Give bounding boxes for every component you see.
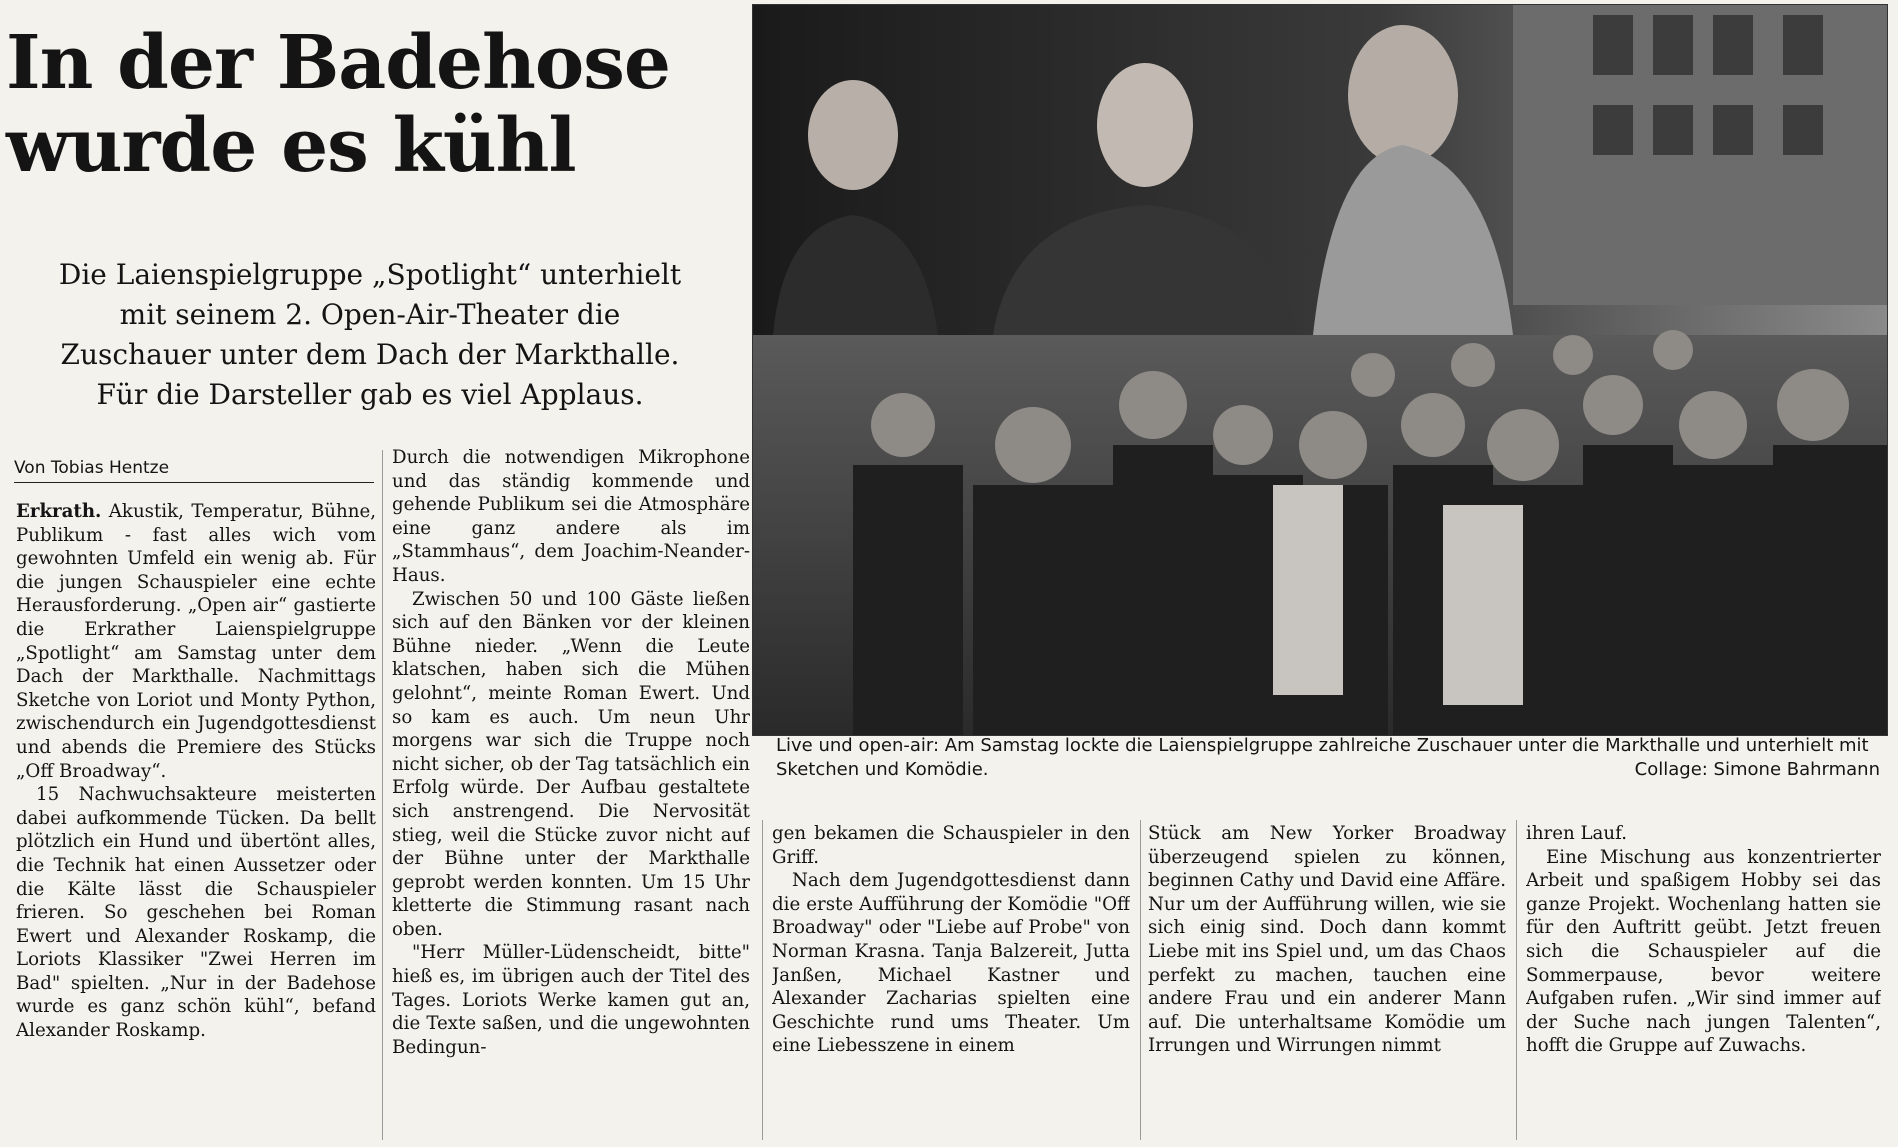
text-column-4 bbox=[1148, 822, 1506, 1146]
paragraph: Nach dem Jugendgottesdienst dann die erste Aufführung der Komödie "Off Broadway" oder "Liebe auf Probe" von Norman Krasna. Tanja Balzereit, Jutta Janßen, Michael Kastner und Alexander Zacharias spielten eine Geschichte rund ums Theater. Um eine Liebesszene in einem bbox=[772, 870, 1130, 1057]
photo-credit: Collage: Simone Bahrmann bbox=[1634, 759, 1880, 780]
text-column-3 bbox=[772, 822, 1130, 1146]
deck-line-1: Die Laienspielgruppe „Spotlight“ unterhielt bbox=[58, 258, 682, 291]
paragraph: Durch die notwendigen Mikrophone und das ständig kommende und gehende Publikum sei die Atmosphäre eine ganz andere als im „Stammhaus“, dem Joachim-Neander-Haus. bbox=[392, 447, 750, 586]
text-column-1 bbox=[16, 500, 376, 1145]
headline-line-1: In der Badehose bbox=[6, 20, 670, 106]
photo-collage bbox=[752, 4, 1888, 736]
text-column-2 bbox=[392, 446, 750, 1146]
paragraph: Stück am New Yorker Broadway überzeugend spielen zu können, beginnen Cathy und David eine Affäre. Nur um der Aufführung willen, wie sie sich einig sind. Doch dann kommt Liebe mit ins Spiel und, um das Chaos perfekt zu machen, tauchen eine andere Frau und ein anderer Mann auf. Die unterhaltsame Komödie um Irrungen und Wirrungen nimmt bbox=[1148, 823, 1506, 1057]
text-column-5 bbox=[1526, 822, 1881, 1146]
deck-line-3: Zuschauer unter dem Dach der Markthalle. bbox=[60, 338, 680, 371]
deck-line-4: Für die Darsteller gab es viel Applaus. bbox=[96, 378, 644, 411]
photo-collage-image bbox=[753, 5, 1887, 735]
paragraph: 15 Nachwuchsakteure meisterten dabei aufkommende Tücken. Da bellt plötzlich ein Hund und übertönt alles, die Technik hat einen Aussetzer oder die Kälte lässt die Schauspieler frieren. So geschehen bei Roman Ewert und Alexander Roskamp, die Loriots Klassiker "Zwei Herren im Bad" spielten. „Nur in der Badehose wurde es ganz schön kühl“, befand Alexander Roskamp. bbox=[16, 784, 376, 1042]
deck-subheading bbox=[20, 255, 720, 415]
byline: Von Tobias Hentze bbox=[14, 458, 374, 483]
paragraph: ihren Lauf. bbox=[1526, 823, 1627, 844]
paragraph bbox=[16, 500, 376, 783]
photo-caption bbox=[776, 734, 1886, 782]
column-divider bbox=[762, 820, 763, 1140]
paragraph: "Herr Müller-Lüdenscheidt, bitte" hieß es, im übrigen auch der Titel des Tages. Loriots Werke kamen gut an, die Texte saßen, und die ungewohnten Bedingun- bbox=[392, 942, 750, 1058]
paragraph: gen bekamen die Schauspieler in den Griff. bbox=[772, 823, 1130, 868]
headline bbox=[6, 22, 746, 188]
dateline-place: Erkrath. bbox=[16, 501, 102, 522]
caption-text: Live und open-air: Am Samstag lockte die Laienspielgruppe zahlreiche Zuschauer unter die Markthalle und unterhielt mit Sketchen und Komödie. bbox=[776, 735, 1869, 780]
paragraph: Zwischen 50 und 100 Gäste ließen sich auf den Bänken vor der kleinen Bühne nieder. „Wenn die Leute klatschen, haben sich die Mühen gelohnt“, meinte Roman Ewert. Und so kam es auch. Um neun Uhr morgens war sich die Truppe noch nicht sicher, ob der Tag tatsächlich ein Erfolg würde. Der Aufbau gestaltete sich anstrengend. Die Nervosität stieg, weil die Stücke zuvor nicht auf der Bühne unter der Markthalle geprobt werden konnten. Um 15 Uhr kletterte die Stimmung rasant nach oben. bbox=[392, 588, 750, 940]
column-divider bbox=[382, 450, 383, 1140]
headline-line-2: wurde es kühl bbox=[6, 103, 576, 189]
paragraph-text: Akustik, Temperatur, Bühne, Publikum - fast alles wich vom gewohnten Umfeld ein wenig ab. Für die jungen Schauspieler eine echte Herausforderung. „Open air“ gastierte die Erkrather Laienspielgruppe „Spotlight“ am Samstag unter dem Dach der Markthalle. Nachmittags Sketche von Loriot und Monty Python, zwischendurch ein Jugendgottesdienst und abends die Premiere des Stücks „Off Broadway“. bbox=[16, 501, 376, 782]
paragraph: Eine Mischung aus konzentrierter Arbeit und spaßigem Hobby sei das ganze Projekt. Wochenlang hatten sie für den Auftritt geübt. Jetzt freuen sich die Schauspieler auf die Sommerpause, bevor weitere Aufgaben rufen. „Wir sind immer auf der Suche nach jungen Talenten“, hofft die Gruppe auf Zuwachs. bbox=[1526, 846, 1881, 1057]
column-divider bbox=[1516, 820, 1517, 1140]
column-divider bbox=[1140, 820, 1141, 1140]
deck-line-2: mit seinem 2. Open-Air-Theater die bbox=[119, 298, 621, 331]
